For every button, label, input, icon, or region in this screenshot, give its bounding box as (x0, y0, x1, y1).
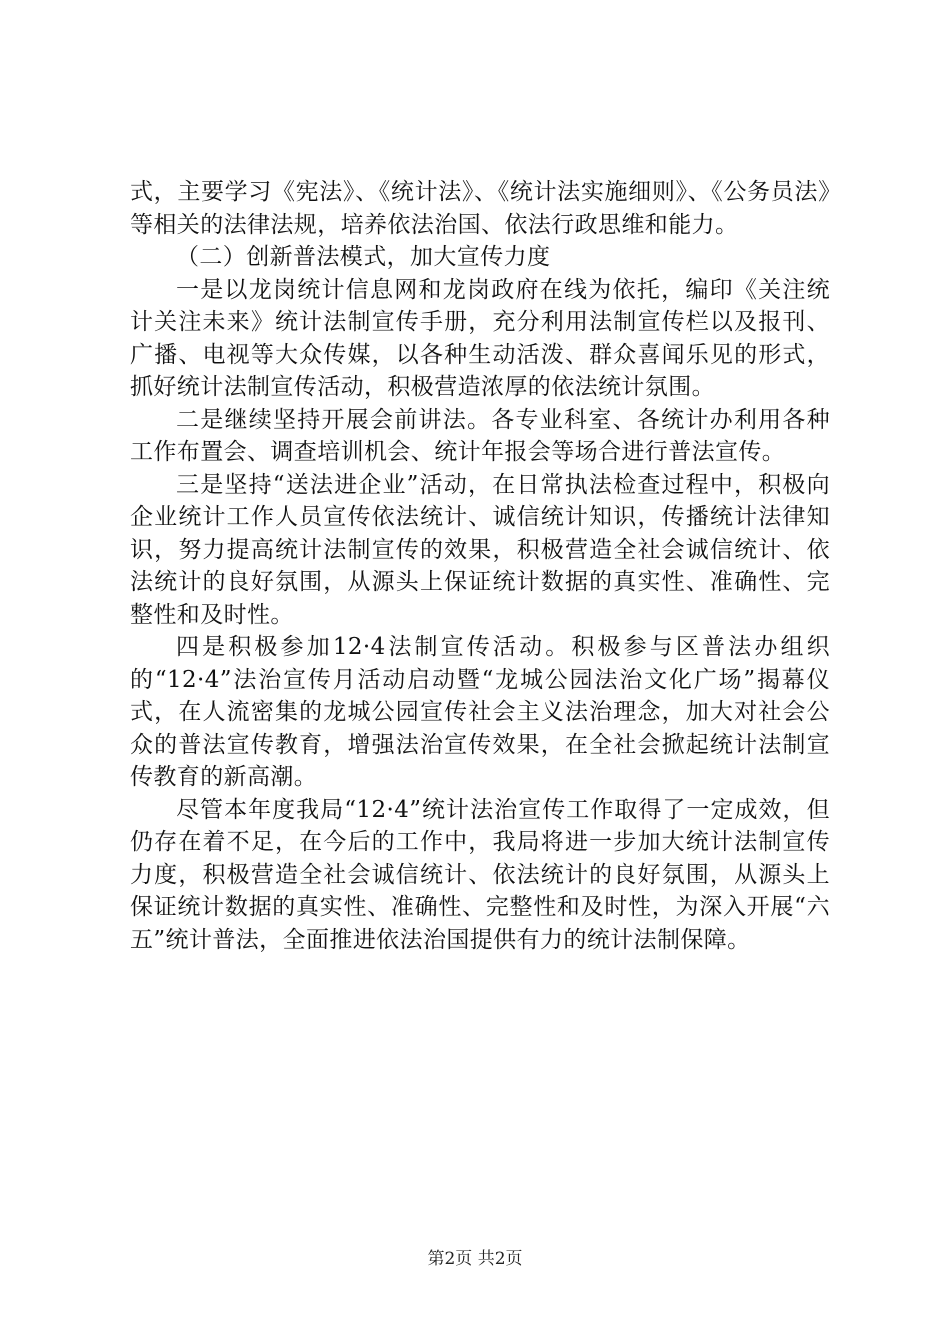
document-body (130, 176, 830, 956)
paragraph-item-2: 二是继续坚持开展会前讲法。各专业科室、各统计办利用各种工作布置会、调查培训机会、统计年报会等场合进行普法宣传。 (130, 406, 830, 465)
paragraph-item-1: 一是以龙岗统计信息网和龙岗政府在线为依托，编印《关注统计关注未来》统计法制宣传手册，充分利用法制宣传栏以及报刊、广播、电视等大众传媒，以各种生动活泼、群众喜闻乐见的形式，抓好统计法制宣传活动，积极营造浓厚的依法统计氛围。 (130, 276, 830, 400)
paragraph-conclusion: 尽管本年度我局“12·4”统计法治宣传工作取得了一定成效，但仍存在着不足，在今后的工作中，我局将进一步加大统计法制宣传力度，积极营造全社会诚信统计、依法统计的良好氛围，从源头上保证统计数据的真实性、准确性、完整性和及时性，为深入开展“六五”统计普法，全面推进依法治国提供有力的统计法制保障。 (130, 796, 830, 953)
paragraph-item-3: 三是坚持“送法进企业”活动，在日常执法检查过程中，积极向企业统计工作人员宣传依法统计、诚信统计知识，传播统计法律知识，努力提高统计法制宣传的效果，积极营造全社会诚信统计、依法统计的良好氛围，从源头上保证统计数据的真实性、准确性、完整性和及时性。 (130, 471, 830, 628)
paragraph-item-4: 四是积极参加12·4法制宣传活动。积极参与区普法办组织的“12·4”法治宣传月活动启动暨“龙城公园法治文化广场”揭幕仪式，在人流密集的龙城公园宣传社会主义法治理念，加大对社会公众的普法宣传教育，增强法治宣传效果，在全社会掀起统计法制宣传教育的新高潮。 (130, 634, 830, 790)
paragraph-continuation: 式，主要学习《宪法》、《统计法》、《统计法实施细则》、《公务员法》等相关的法律法规，培养依法治国、依法行政思维和能力。 (130, 179, 830, 238)
section-heading: （二）创新普法模式，加大宣传力度 (176, 244, 551, 270)
page-footer: 第2页 共2页 (427, 1249, 523, 1269)
